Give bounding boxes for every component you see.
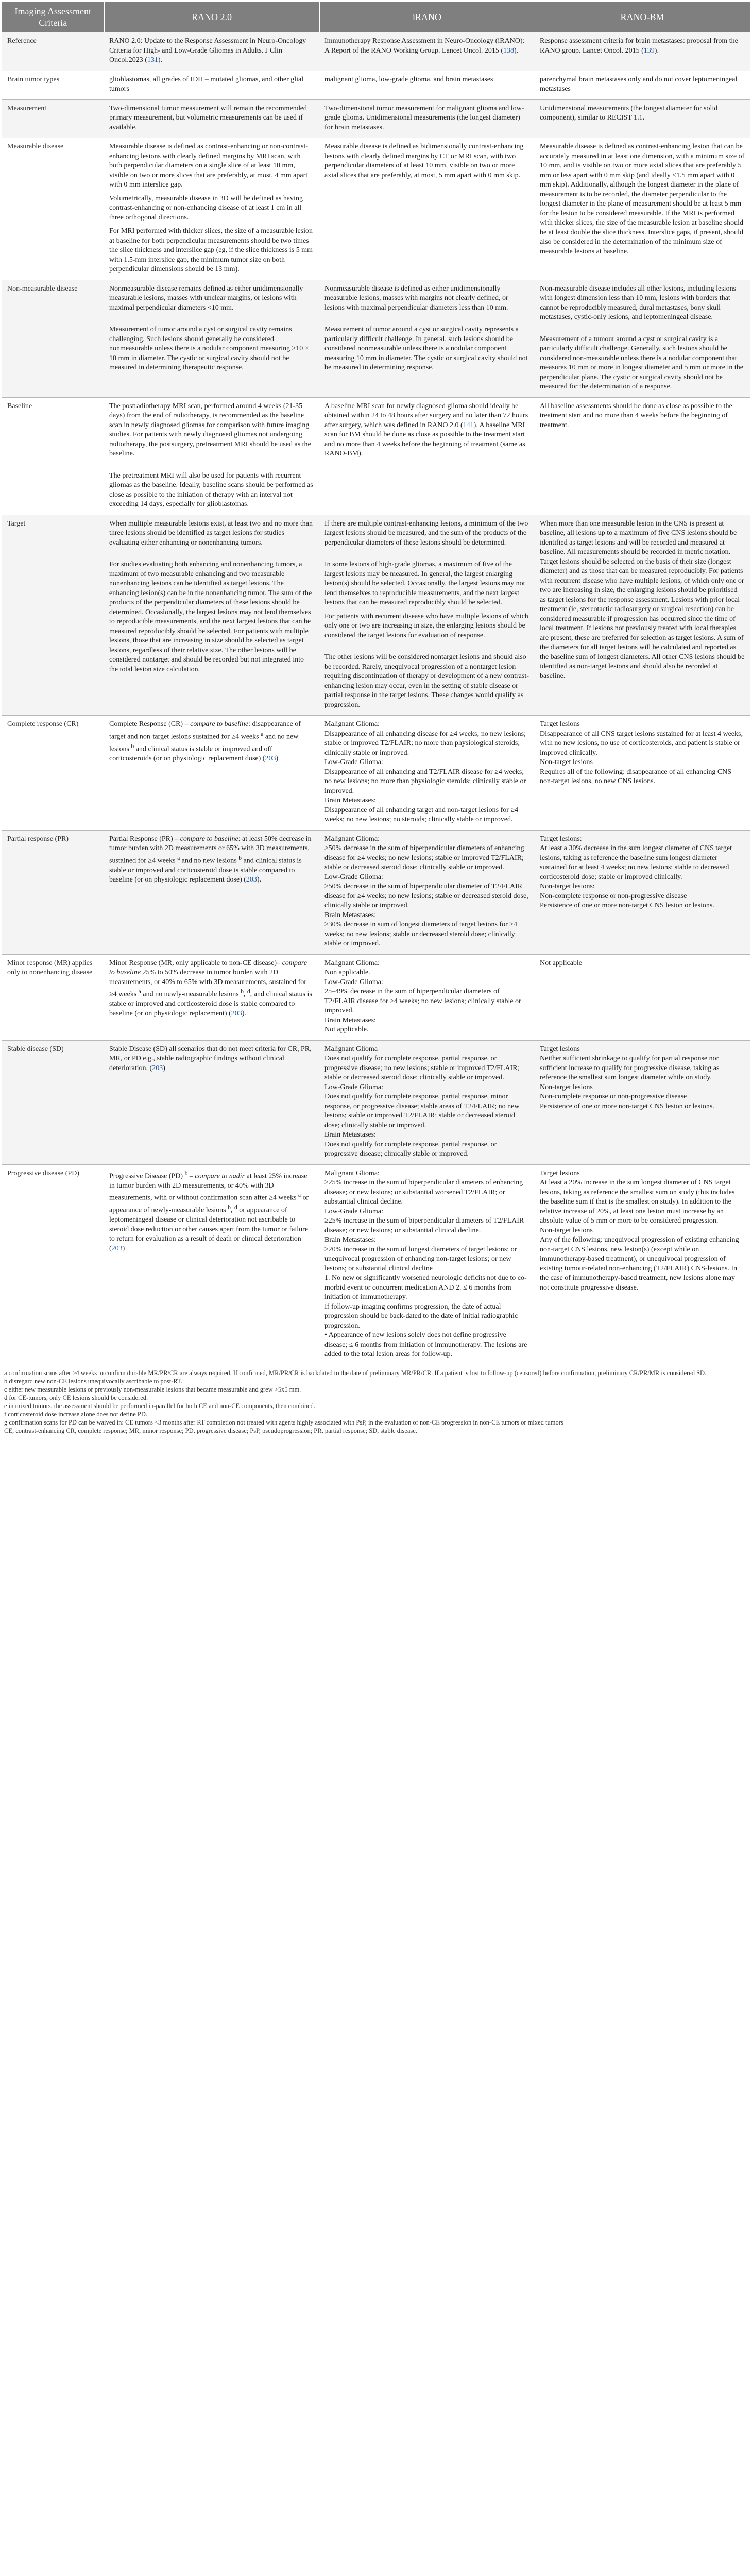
row-complete-response — [2, 716, 750, 831]
cell-irano: Immunotherapy Response Assessment in Neuro-Oncology (iRANO): A Report of the RANO Working Group. Lancet Oncol. 2015 (138). — [319, 32, 535, 71]
cell-rano-bm: Unidimensional measurements (the longest diameter for solid component), similar to RECIST 1.1. — [535, 99, 750, 138]
paragraph: The pretreatment MRI will also be used for patients with recurrent gliomas as the baseline. Ideally, baseline scans should be performed as close as possible to the initiation of therapy with an interval not exceeding 14 days, especially for glioblastomas. — [109, 471, 313, 508]
cell-rano-bm — [535, 280, 750, 397]
criteria-label: Measurement — [2, 99, 104, 138]
paragraph: Volumetrically, measurable disease in 3D will be defined as having contrast-enhancing or non-enhancing disease of at least 1 cm in all three orthogonal directions. — [109, 194, 303, 222]
paragraph: When multiple measurable lesions exist, at least two and no more than three lesions should be identified as target lesions for studies evaluating either enhancing or nonenhancing tumors. — [109, 519, 313, 547]
cell-rano-bm: Target lesions: At least a 30% decrease in the sum longest diameter of CNS target lesions, taking as reference the baseline sum longest diameter sustained for at least 4 weeks; no new lesions; stable to decreased corticosteroid dose; stable or improved clinically. Non-target lesions: Non-complete response or non-progressive disease Persistence of one or more non-target CNS lesion or lesions. — [535, 830, 750, 954]
cell-rano-bm: Measurable disease is defined as contrast-enhancing lesion that can be accurately measured in at least one dimension, with a minimum size of 10 mm, and is visible on two or more axial slices that are preferably 5 mm or less apart with 0 mm skip (and ideally ≤1.5 mm apart with 0 mm skip). Additionally, although the longest diameter in the plane of measurement is to be recorded, the diameter perpendicular to the longest diameter in the plane of measurement should be at least 5 mm for the lesion to be considered measurable. If the MRI is performed with thicker slices, the size of the measurable lesion at baseline should be at least double the slice thickness. Interslice gaps, if present, should also be considered in the determination of the minimum size of measurable lesions at baseline. — [535, 138, 750, 280]
comparison-table — [2, 2, 750, 1365]
header-rano: RANO 2.0 — [104, 2, 319, 32]
paragraph: For patients with recurrent disease who have multiple lesions of which only one or two are increasing in size, the enlarging lesions should be considered the target lesions for evaluation of response. — [324, 612, 528, 639]
cell-irano: Measurable disease is defined as bidimensionally contrast-enhancing lesions with clearly defined margins by CT or MRI scan, with two perpendicular diameters of at least 10 mm, visible on two or more axial slices that are preferably, at most, 5 mm apart with 0 mm skip. — [319, 138, 535, 280]
cell-rano: glioblastomas, all grades of IDH – mutated gliomas, and other glial tumors — [104, 71, 319, 99]
footnotes — [2, 1365, 750, 1440]
cell-rano: Partial Response (PR) – compare to baseline: at least 50% decrease in tumor burden with 2D measurements or 65% with 3D measurements, sustained for ≥4 weeks $^a$ and no new lesions $^b$ and clinical status is stable or improved and corticosteroid dose is stable compared to baseline (or on physiologic replacement dose) (203). — [104, 830, 319, 954]
cell-rano-bm: Target lesions At least a 20% increase in the sum longest diameter of CNS target lesions, taking as reference the smallest sum on study (this includes the baseline sum if that is the smallest on study). In addition to the relative increase of 20%, at least one lesion must increase by an absolute value of 5 mm or more to be considered progression. Non-target lesions Any of the following: unequivocal progression of existing enhancing non-target CNS lesions, new lesion(s) (except while on immunotherapy-based treatment), or unequivocal progression of existing tumour-related non-enhancing (T2/FLAIR) CNS-lesions. In the case of immunotherapy-based treatment, new lesions alone may not constitute progressive disease. — [535, 1164, 750, 1365]
cell-irano: A baseline MRI scan for newly diagnosed glioma should ideally be obtained within 24 to 48 hours after surgery and no later than 72 hours after surgery, which was defined in RANO 2.0 (141). A baseline MRI scan for BM should be done as close as possible to the treatment start and no more than 4 weeks before the beginning of treatment (same as RANO-BM). — [319, 397, 535, 515]
footnote: g confirmation scans for PD can be waived in: CE tumors <3 months after RT completion not treated with agents highly associated with PsP, in the evaluation of non-CE progression in non-CE tumors or mixed tumors — [4, 1418, 563, 1426]
cell-rano-bm: Response assessment criteria for brain metastases: proposal from the RANO group. Lancet Oncol. 2015 (139). — [535, 32, 750, 71]
paragraph: Measurable disease is defined as contrast-enhancing or non-contrast-enhancing lesions with clearly defined margins by MRI scan, with both perpendicular diameters on a single slice of at least 10 mm, visible on two or more slices that are preferably, at most, 4 mm apart with 0 mm interslice gap. — [109, 143, 309, 189]
paragraph: If there are multiple contrast-enhancing lesions, a minimum of the two largest lesions should be measured, and the sum of the products of the perpendicular diameters of these lesions should be determined. — [324, 519, 528, 547]
row-minor-response — [2, 954, 750, 1040]
citation-link[interactable]: 203 — [231, 1009, 242, 1018]
cell-irano: Malignant Glioma: Non applicable. Low-Grade Glioma: 25–49% decrease in the sum of biperpendicular diameters of T2/FLAIR disease for ≥4 weeks; no new lesions; clinically stable or improved. Brain Metastases: Not applicable. — [319, 954, 535, 1040]
paragraph: For studies evaluating both enhancing and nonenhancing tumors, a maximum of two measurable enhancing and two measurable nonenhancing lesions can be identified as target lesions. The enhancing lesion(s) can be in the nonenhancing tumor. The sum of the products of the perpendicular diameters of these lesions should be determined. Occasionally, the largest lesions may not lend themselves to reproducible measurements, and the next largest lesions that can be measured reproducibly should be selected. For patients with multiple lesions, those that are increasing in size should be selected as target lesions, regardless of their relative size. The other lesions will be considered nontarget and should be recorded but not integrated into the total lesion size calculation. — [109, 561, 312, 673]
criteria-label: Target — [2, 515, 104, 716]
cell-rano: Minor Response (MR, only applicable to non-CE disease)– compare to baseline 25% to 50% decrease in tumor burden with 2D measurements, or 40% to 65% with 3D measurements, sustained for ≥4 weeks $^a$ and no newly-measurable lesions $^b$, $^d$, and clinical status is stable or improved and corticosteroid dose is stable compared to baseline (or on physiologic replacement) (203). — [104, 954, 319, 1040]
footnote: a confirmation scans after ≥4 weeks to confirm durable MR/PR/CR are always required. If confirmed, MR/PR/CR is backdated to the date of preliminary MR/PR/CR. If a patient is lost to follow-up (censored) before confirmation, preliminary CR/PR/MR is considered SD. — [4, 1369, 707, 1377]
row-progressive-disease — [2, 1164, 750, 1365]
cell-irano — [319, 515, 535, 716]
paragraph: In some lesions of high-grade gliomas, a maximum of five of the largest lesions may be measured. In general, the largest enlarging lesion(s) should be selected. Occasionally, the largest lesions may not lend themselves to reproducible measurements, and the next largest lesions that can be measured reproducibly should be selected. — [324, 561, 525, 606]
paragraph: Non-measurable disease includes all other lesions, including lesions with longest dimension less than 10 mm, lesions with borders that cannot be reproducibly measured, dural metastases, bony skull metastases, cystic-only lesions, and leptomeningeal disease. — [540, 284, 737, 321]
criteria-label: Measurable disease — [2, 138, 104, 280]
criteria-label: Brain tumor types — [2, 71, 104, 99]
criteria-label: Complete response (CR) — [2, 716, 104, 831]
paragraph: Measurement of tumor around a cyst or surgical cavity remains challenging. Such lesions should generally be considered nonmeasurable unless there is a nodular component measuring ≥10 × 10 mm in diameter. The cystic or surgical cavity should not be measured in determining therapeutic response. — [109, 326, 309, 371]
cell-irano: Malignant Glioma Does not qualify for complete response, partial response, or progressive disease; no new lesions; stable or improved T2/FLAIR; stable or decreased steroid dose; clinically stable or improved. Low-Grade Glioma: Does not qualify for complete response, partial response, minor response, or progressive disease; stable areas of T2/FLAIR; no new lesions; stable or improved T2/FLAIR; stable or decreased steroid dose; clinically stable or improved. Brain Metastases: Does not qualify for complete response, partial response, or progressive disease; clinically stable or improved. — [319, 1040, 535, 1164]
criteria-label: Non-measurable disease — [2, 280, 104, 397]
citation-link[interactable]: 139 — [643, 46, 655, 55]
criteria-label: Partial response (PR) — [2, 830, 104, 954]
cell-irano: malignant glioma, low-grade glioma, and brain metastases — [319, 71, 535, 99]
paragraph: For MRI performed with thicker slices, the size of a measurable lesion at baseline for both perpendicular measurements should be two times the slice thickness and interslice gap (eg, if the slice thickness is 5 mm with 1.5-mm interslice gap, the minimum tumor size on both perpendicular dimensions should be 13 mm). — [109, 227, 313, 273]
cell-irano: Two-dimensional tumor measurement for malignant glioma and low-grade glioma. Unidimensional measurements (the longest diameter) for brain metastases. — [319, 99, 535, 138]
footnote: e in mixed tumors, the assessment should be performed in-parallel for both CE and non-CE components, then combined. — [4, 1402, 316, 1410]
paragraph: Measurement of tumor around a cyst or surgical cavity represents a particularly difficult challenge. In general, such lesions should be considered nonmeasurable unless there is a nodular component measuring 10 mm in diameter. The cystic or surgical cavity should not be measured in determining response. — [324, 326, 528, 371]
paragraph: Measurement of a tumour around a cyst or surgical cavity is a particularly difficult challenge. Generally, such lesions should be considered non-measurable unless there is a nodular component that measures 10 mm or more in longest diameter and 5 mm or more in the perpendicular plane. The cystic or surgical cavity should not be measured for the determination of a response. — [540, 335, 744, 391]
citation-link[interactable]: 203 — [246, 876, 257, 884]
criteria-label: Baseline — [2, 397, 104, 515]
paragraph: The postradiotherapy MRI scan, performed around 4 weeks (21-35 days) from the end of radiotherapy, is recommended as the baseline scan in newly diagnosed gliomas for comparison with future imaging studies. For patients with newly diagnosed gliomas not undergoing radiotherapy, the postsurgery, pretreatment MRI should be used as the baseline. — [109, 402, 311, 457]
row-partial-response — [2, 830, 750, 954]
criteria-label: Reference — [2, 32, 104, 71]
footnote: d for CE-tumors, only CE lesions should be considered. — [4, 1394, 148, 1401]
cell-rano-bm: When more than one measurable lesion in the CNS is present at baseline, all lesions up to a maximum of five CNS lesions should be identified as target lesions and will be recorded and measured at baseline. All measurements should be recorded in metric notation. Target lesions should be selected on the basis of their size (longest diameter) and as those that can be measured reproducibly. For patients with recurrent disease who have multiple lesions, of which only one or two are increasing in size, the enlarging lesions should be prioritised as target lesions for the response assessment. Lesions with prior local treatment (ie, stereotactic radiosurgery or surgical resection) can be considered measurable if progression has occurred since the time of local treatment. If lesions not previously treated with local therapies are present, these are preferred for selection as target lesions. A sum of the diameters for all target lesions will be calculated and reported as the baseline sum of longest diameters. All other CNS lesions should be identified as non-target lesions and should also be recorded at baseline. — [535, 515, 750, 716]
cell-rano-bm: Not applicable — [535, 954, 750, 1040]
citation-link[interactable]: 141 — [463, 421, 474, 429]
cell-irano — [319, 280, 535, 397]
footnote: c either new measurable lesions or previously non-measurable lesions that became measurable and grew >5x5 mm. — [4, 1385, 301, 1393]
citation-link[interactable]: 203 — [111, 1244, 123, 1252]
criteria-label: Minor response (MR) applies only to nonenhancing disease — [2, 954, 104, 1040]
header-row — [2, 2, 750, 32]
footnote: CE, contrast-enhancing CR, complete response; MR, minor response; PD, progressive disease; PsP, pseudoprogression; PR, partial response; SD, stable disease. — [4, 1427, 417, 1434]
paragraph: Nonmeasurable disease remains defined as either unidimensionally measurable lesions, masses with unclear margins, or lesions with maximal perpendicular diameters <10 mm. — [109, 284, 303, 312]
header-rano-bm: RANO-BM — [535, 2, 750, 32]
row-target — [2, 515, 750, 716]
cell-rano: Complete Response (CR) – compare to baseline: disappearance of target and non-target lesions sustained for ≥4 weeks $^a$ and no new lesions $^b$ and clinical status is stable or improved and off corticosteroids (or on physiologic replacement dose) (203) — [104, 716, 319, 831]
cell-rano — [104, 280, 319, 397]
cell-irano: Malignant Glioma: ≥50% decrease in the sum of biperpendicular diameters of enhancing disease for ≥4 weeks; no new lesions; stable or improved T2/FLAIR; stable or decreased steroid dose; clinically stable or improved. Low-Grade Glioma: ≥50% decrease in the sum of biperpendicular diameter of T2/FLAIR disease for ≥4 weeks; no new lesions; stable or decreased steroid dose, clinically stable or improved. Brain Metastases: ≥30% decrease in sum of longest diameters of target lesions for ≥4 weeks; no new lesions; stable or decreased steroid dose; clinically stable or improved. — [319, 830, 535, 954]
paragraph: The other lesions will be considered nontarget lesions and should also be recorded. Rarely, unequivocal progression of a nontarget lesion requiring discontinuation of therapy or development of a new contrast-enhancing lesion may occur, even in the setting of stable disease or partial response in the target lesions. These changes would qualify as progression. — [324, 653, 529, 709]
footnote: f corticosteroid dose increase alone does not define PD. — [4, 1410, 148, 1418]
citation-link[interactable]: 203 — [265, 754, 276, 762]
header-criteria: Imaging Assessment Criteria — [2, 2, 104, 32]
row-measurable-disease — [2, 138, 750, 280]
cell-rano: RANO 2.0: Update to the Response Assessment in Neuro-Oncology Criteria for High- and Low-Grade Gliomas in Adults. J Clin Oncol.2023 (131). — [104, 32, 319, 71]
cell-irano: Malignant Glioma: ≥25% increase in the sum of biperpendicular diameters of enhancing disease; or new lesions; or substantial worsened T2/FLAIR; or substantial clinical decline. Low-Grade Glioma: ≥25% increase in the sum of biperpendicular diameters of T2/FLAIR disease; or new lesions; or substantial clinical decline. Brain Metastases: ≥20% increase in the sum of longest diameters of target lesions; or unequivocal progression of enhancing non-target lesions; or new lesions; or substantial clinical decline 1. No new or significantly worsened neurologic deficits not due to co-morbid event or concurrent medication AND 2. ≤ 6 months from initiation of immunotherapy. If follow-up imaging confirms progression, the date of actual progression should be back-dated to the date of initial radiographic progression. • Appearance of new lesions solely does not define progressive disease; ≤ 6 months from initiation of immunotherapy. The lesions are added to the total lesion areas for follow-up. — [319, 1164, 535, 1365]
row-reference — [2, 32, 750, 71]
row-non-measurable-disease — [2, 280, 750, 397]
citation-link[interactable]: 131 — [147, 56, 158, 64]
cell-rano — [104, 397, 319, 515]
row-stable-disease — [2, 1040, 750, 1164]
cell-rano — [104, 138, 319, 280]
citation-link[interactable]: 138 — [503, 46, 514, 55]
row-baseline — [2, 397, 750, 515]
cell-rano-bm: Target lesions Neither sufficient shrinkage to qualify for partial response nor sufficient increase to qualify for progressive disease, taking as reference the smallest sum longest diameter while on study. Non-target lesions Non-complete response or non-progressive disease Persistence of one or more non-target CNS lesion or lesions. — [535, 1040, 750, 1164]
cell-rano-bm: All baseline assessments should be done as close as possible to the treatment start and no more than 4 weeks before the beginning of treatment. — [535, 397, 750, 515]
header-irano: iRANO — [319, 2, 535, 32]
cell-rano — [104, 515, 319, 716]
cell-irano: Malignant Glioma: Disappearance of all enhancing disease for ≥4 weeks; no new lesions; stable or improved T2/FLAIR; no more than physiological steroids; clinically stable or improved. Low-Grade Glioma: Disappearance of all enhancing and T2/FLAIR disease for ≥4 weeks; no new lesions; no more than physiologic steroids; clinically stable or improved. Brain Metastases: Disappearance of all enhancing target and non-target lesions for ≥4 weeks; no new lesions; no steroids; clinically stable or improved. — [319, 716, 535, 831]
citation-link[interactable]: 203 — [152, 1064, 163, 1072]
row-measurement — [2, 99, 750, 138]
cell-rano: Stable Disease (SD) all scenarios that do not meet criteria for CR, PR, MR, or PD e.g., stable radiographic findings without clinical deterioration. (203) — [104, 1040, 319, 1164]
cell-rano-bm: parenchymal brain metastases only and do not cover leptomeningeal metastases — [535, 71, 750, 99]
criteria-label: Stable disease (SD) — [2, 1040, 104, 1164]
cell-rano: Progressive Disease (PD) $^b$ – compare to nadir at least 25% increase in tumor burden with 2D measurements, or 40% with 3D measurements, with or without confirmation scan after ≥4 weeks $^a$ or appearance of newly-measurable lesions $^b$, $^d$ or appearance of leptomeningeal disease or clinical deterioration not ascribable to steroid dose reduction or other causes apart from the tumor or failure to return for evaluation as a result of death or clinical deterioration (203) — [104, 1164, 319, 1365]
paragraph: Nonmeasurable disease is defined as either unidimensionally measurable lesions, masses with margins not clearly defined, or lesions with maximal perpendicular diameters less than 10 mm. — [324, 284, 508, 312]
footnote: b disregard new non-CE lesions unequivocally ascribable to post-RT. — [4, 1377, 182, 1385]
row-brain-tumor-types — [2, 71, 750, 99]
cell-rano-bm: Target lesions Disappearance of all CNS target lesions sustained for at least 4 weeks; with no new lesions, no use of corticosteroids, and patient is stable or improved clinically. Non-target lesions Requires all of the following: disappearance of all enhancing CNS non-target lesions, no new CNS lesions. — [535, 716, 750, 831]
cell-rano: Two-dimensional tumor measurement will remain the recommended primary measurement, but volumetric measurements can be used if available. — [104, 99, 319, 138]
criteria-label: Progressive disease (PD) — [2, 1164, 104, 1365]
